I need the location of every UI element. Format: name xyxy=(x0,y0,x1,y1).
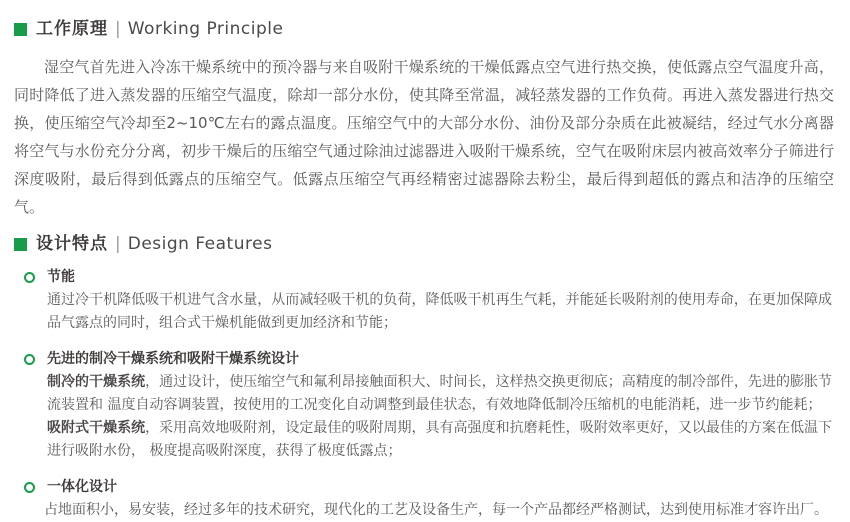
heading-divider: | xyxy=(115,234,121,254)
feature-paragraph xyxy=(47,417,832,463)
feature-text: 占地面积小，易安装，经过多年的技术研究，现代化的工艺及设备生产，每一个产品都经严格测试，达到使用标准才容许出厂。 xyxy=(44,502,828,518)
design-features-title-en: Design Features xyxy=(127,234,273,254)
feature-bold-term: 制冷的干燥系统 xyxy=(47,374,146,390)
feature-title: 节能 xyxy=(47,269,75,285)
feature-paragraph xyxy=(44,499,832,522)
feature-text: ，采用高效地吸附剂，设定最佳的吸附周期，具有高强度和抗磨耗性，吸附效率更好，又以最佳的方案在低温下进行吸附水份， 极度提高吸附深度，获得了极度低露点； xyxy=(47,420,833,459)
feature-paragraph xyxy=(47,289,832,335)
feature-title: 一体化设计 xyxy=(47,479,117,495)
feature-paragraph xyxy=(47,371,832,417)
design-features-heading xyxy=(14,233,836,255)
heading-divider: | xyxy=(115,19,121,39)
working-principle-title-en: Working Principle xyxy=(127,19,284,39)
circle-bullet-icon xyxy=(24,272,35,283)
feature-heading xyxy=(14,268,836,286)
feature-heading xyxy=(14,478,836,496)
feature-text: ，通过设计，使压缩空气和氟利昂接触面积大、时间长，这样热交换更彻底；高精度的制冷部件，先进的膨胀节流装置和 温度自动容调装置，按使用的工况变化自动调整到最佳状态，有效地降低制冷压缩机的电能消耗，进一步节约能耗； xyxy=(47,374,833,413)
feature-item-advanced-systems xyxy=(14,350,836,463)
feature-heading xyxy=(14,350,836,368)
feature-body xyxy=(47,371,832,463)
circle-bullet-icon xyxy=(24,482,35,493)
green-square-icon xyxy=(14,238,27,251)
feature-item-integrated-design xyxy=(14,478,836,522)
working-principle-paragraph: 湿空气首先进入冷冻干燥系统中的预冷器与来自吸附干燥系统的干燥低露点空气进行热交换，使低露点空气温度升高，同时降低了进入蒸发器的压缩空气温度，除却一部分水份，使其降至常温，减轻蒸发器的工作负荷。再进入蒸发器进行热交换，使压缩空气冷却至2~10℃左右的露点温度。压缩空气中的大部分水份、油份及部分杂质在此被凝结，经过气水分离器将空气与水份充分分离，初步干燥后的压缩空气通过除油过滤器进入吸附干燥系统，空气在吸附床层内被高效率分子筛进行深度吸附，最后得到低露点的压缩空气。低露点压缩空气再经精密过滤器除去粉尘，最后得到超低的露点和洁净的压缩空气。 xyxy=(14,58,834,216)
working-principle-heading xyxy=(14,18,836,40)
design-features-title-zh: 设计特点 xyxy=(36,234,108,254)
circle-bullet-icon xyxy=(24,354,35,365)
feature-text: 通过冷干机降低吸干机进气含水量，从而减轻吸干机的负荷，降低吸干机再生气耗，并能延长吸附剂的使用寿命，在更加保障成品气露点的同时，组合式干燥机能做到更加经济和节能； xyxy=(47,292,832,331)
working-principle-title-zh: 工作原理 xyxy=(36,19,108,39)
feature-body xyxy=(44,499,832,522)
feature-bold-term: 吸附式干燥系统 xyxy=(47,420,146,436)
feature-body xyxy=(47,289,832,335)
feature-item-energy-saving xyxy=(14,268,836,335)
working-principle-section xyxy=(14,18,836,221)
design-features-section xyxy=(14,233,836,522)
green-square-icon xyxy=(14,23,27,36)
feature-title: 先进的制冷干燥系统和吸附干燥系统设计 xyxy=(47,351,299,367)
